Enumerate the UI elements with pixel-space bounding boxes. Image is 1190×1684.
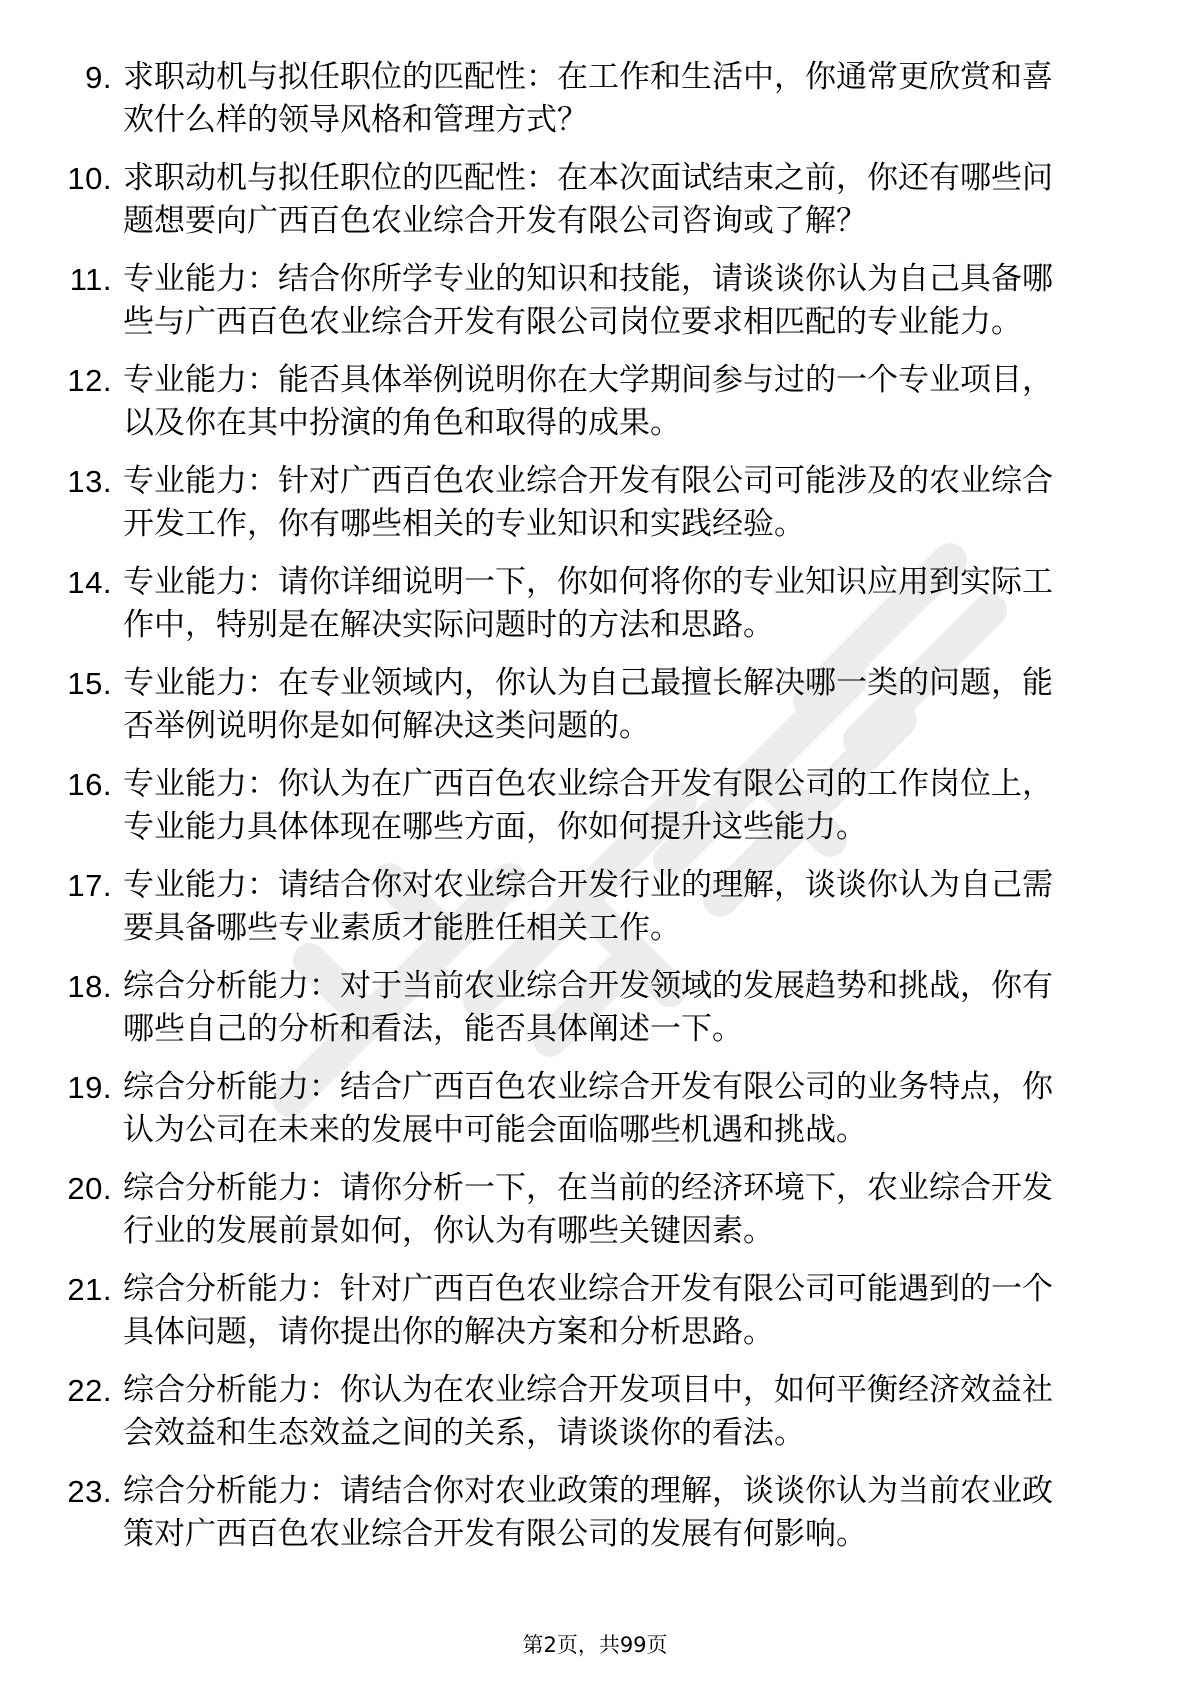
question-number: 9. — [85, 60, 112, 95]
question-item — [0, 965, 1190, 1051]
question-text: 求职动机与拟任职位的匹配性：在工作和生活中，你通常更欣赏和喜欢什么样的领导风格和管理方式？ — [123, 59, 1053, 138]
question-item — [0, 460, 1190, 546]
question-text: 专业能力：针对广西百色农业综合开发有限公司可能涉及的农业综合开发工作，你有哪些相关的专业知识和实践经验。 — [123, 463, 1053, 542]
question-text: 专业能力：你认为在广西百色农业综合开发有限公司的工作岗位上，专业能力具体体现在哪些方面，你如何提升这些能力。 — [123, 766, 1053, 845]
question-number: 17. — [67, 868, 112, 903]
question-item — [0, 359, 1190, 445]
question-item — [0, 1470, 1190, 1556]
question-item — [0, 662, 1190, 748]
question-item — [0, 1167, 1190, 1253]
question-number: 15. — [67, 666, 112, 701]
question-text: 综合分析能力：对于当前农业综合开发领域的发展趋势和挑战，你有哪些自己的分析和看法，能否具体阐述一下。 — [123, 968, 1053, 1047]
question-text: 专业能力：请结合你对农业综合开发行业的理解，谈谈你认为自己需要具备哪些专业素质才能胜任相关工作。 — [123, 867, 1053, 946]
question-item — [0, 258, 1190, 344]
question-item — [0, 157, 1190, 243]
question-text: 综合分析能力：请你分析一下，在当前的经济环境下，农业综合开发行业的发展前景如何，你认为有哪些关键因素。 — [123, 1170, 1053, 1249]
question-text: 求职动机与拟任职位的匹配性：在本次面试结束之前，你还有哪些问题想要向广西百色农业综合开发有限公司咨询或了解？ — [123, 160, 1053, 239]
question-item — [0, 1066, 1190, 1152]
question-item — [0, 1268, 1190, 1354]
page-footer: 第2页，共99页 — [522, 1633, 668, 1657]
question-number: 19. — [67, 1070, 112, 1105]
question-number: 10. — [67, 161, 112, 196]
question-text: 综合分析能力：结合广西百色农业综合开发有限公司的业务特点，你认为公司在未来的发展中可能会面临哪些机遇和挑战。 — [123, 1069, 1053, 1148]
question-item — [0, 1369, 1190, 1455]
question-item — [0, 763, 1190, 849]
question-number: 20. — [67, 1171, 112, 1206]
question-text: 专业能力：能否具体举例说明你在大学期间参与过的一个专业项目，以及你在其中扮演的角色和取得的成果。 — [123, 362, 1053, 441]
question-number: 16. — [67, 767, 112, 802]
question-number: 22. — [67, 1373, 112, 1408]
question-text: 综合分析能力：请结合你对农业政策的理解，谈谈你认为当前农业政策对广西百色农业综合开发有限公司的发展有何影响。 — [123, 1473, 1053, 1552]
question-number: 21. — [67, 1272, 112, 1307]
question-text: 专业能力：请你详细说明一下，你如何将你的专业知识应用到实际工作中，特别是在解决实际问题时的方法和思路。 — [123, 564, 1053, 643]
question-text: 综合分析能力：针对广西百色农业综合开发有限公司可能遇到的一个具体问题，请你提出你的解决方案和分析思路。 — [123, 1271, 1053, 1350]
question-list — [0, 56, 1190, 1571]
question-number: 23. — [67, 1474, 112, 1509]
question-item — [0, 561, 1190, 647]
question-item — [0, 56, 1190, 142]
question-number: 13. — [67, 464, 112, 499]
question-number: 14. — [67, 565, 112, 600]
question-number: 18. — [67, 969, 112, 1004]
question-item — [0, 864, 1190, 950]
question-number: 12. — [67, 363, 112, 398]
question-text: 综合分析能力：你认为在农业综合开发项目中，如何平衡经济效益社会效益和生态效益之间的关系，请谈谈你的看法。 — [123, 1372, 1053, 1451]
question-number: 11. — [69, 262, 112, 297]
question-text: 专业能力：结合你所学专业的知识和技能，请谈谈你认为自己具备哪些与广西百色农业综合开发有限公司岗位要求相匹配的专业能力。 — [123, 261, 1053, 340]
question-text: 专业能力：在专业领域内，你认为自己最擅长解决哪一类的问题，能否举例说明你是如何解决这类问题的。 — [123, 665, 1053, 744]
